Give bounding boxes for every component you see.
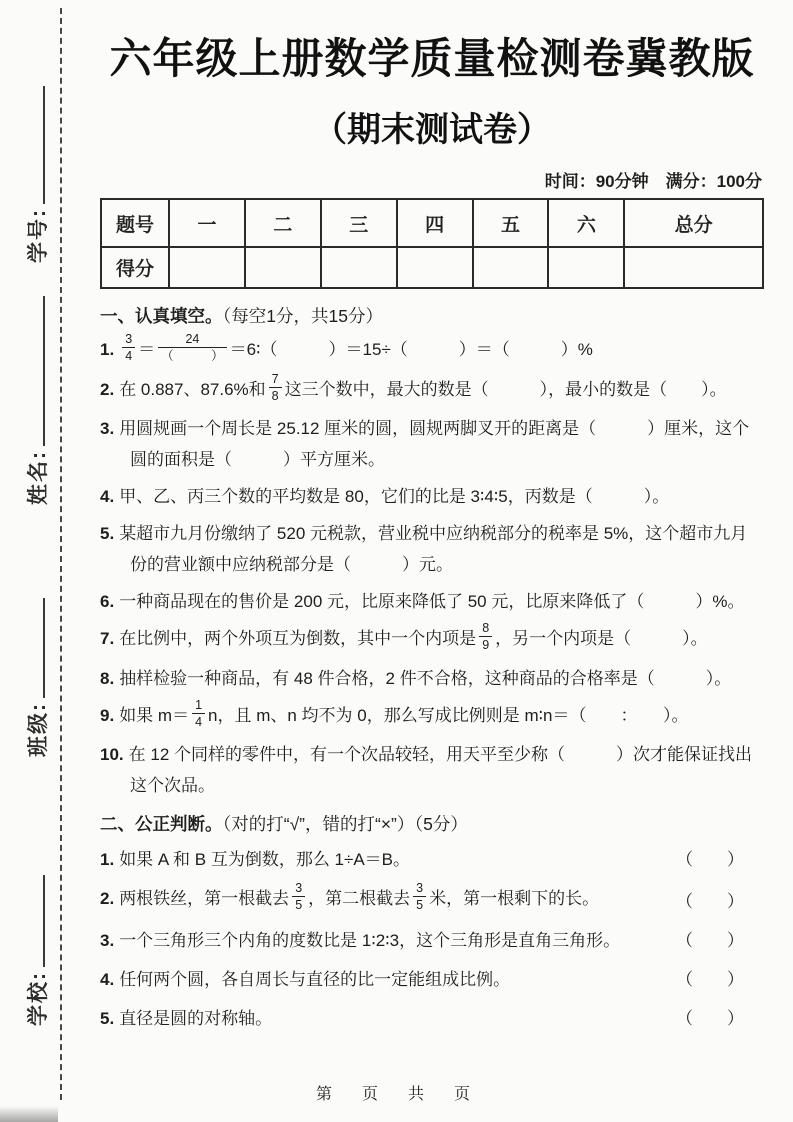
score-table-column-header: 三	[321, 199, 397, 247]
judge-answer-bracket: （ ）	[676, 850, 744, 869]
sidebar-item-label: 学校:	[27, 971, 50, 1026]
question	[100, 697, 764, 734]
fraction	[122, 331, 135, 365]
fraction-denominator: 4	[195, 714, 203, 729]
fraction-denominator: 5	[295, 898, 303, 913]
fraction	[413, 880, 426, 914]
question-number: 6.	[100, 592, 115, 611]
judge-item	[100, 925, 764, 956]
score-table-corner: 题号	[101, 199, 169, 247]
page-title: 六年级上册数学质量检测卷冀教版	[109, 35, 755, 82]
question-number: 3.	[100, 930, 115, 950]
question-number: 10.	[100, 745, 124, 764]
question	[100, 518, 764, 580]
fraction	[292, 880, 305, 914]
fraction	[158, 331, 227, 365]
fraction-denominator: 8	[271, 388, 279, 403]
question-number: 9.	[100, 705, 115, 725]
page-footer: 第 页 共 页	[315, 1086, 477, 1103]
question	[100, 925, 676, 956]
question-number: 5.	[100, 1008, 115, 1028]
fraction-denominator: 5	[416, 898, 424, 913]
score-table-column-header: 五	[473, 199, 549, 247]
question-text: 用圆规画一个周长是 25.12 厘米的圆，圆规两脚叉开的距离是（ ）厘米，这个圆的面积是（ ）平方厘米。	[119, 419, 750, 469]
section-header	[100, 811, 764, 836]
question-number: 5.	[100, 524, 115, 543]
score-table-score-row	[101, 247, 763, 288]
question-text: 如果 m＝ $\frac{1}{4}$ n，且 m、n 均不为 0，那么写成比例则是 m∶n＝（ ： ）。	[119, 697, 689, 729]
question-text: 一种商品现在的售价是 200 元，比原来降低了 50 元，比原来降低了（ ）%。	[119, 592, 745, 611]
exam-info: 时间：90分钟 满分：100分	[544, 172, 762, 191]
score-row-label: 得分	[101, 247, 169, 288]
fraction-denominator: （ ）	[161, 349, 224, 364]
page-subtitle: （期末测试卷）	[313, 111, 551, 149]
fraction	[479, 620, 492, 654]
question-text: 在比例中，两个外项互为倒数，其中一个内项是 $\frac{8}{9}$ ，另一个内项是（ ）。	[119, 621, 708, 653]
sidebar-blank-line	[29, 875, 45, 967]
question-number: 4.	[100, 969, 115, 989]
question-text: 甲、乙、丙三个数的平均数是 80，它们的比是 3∶4∶5，丙数是（ ）。	[119, 487, 670, 506]
question-text: 一个三角形三个内角的度数比是 1∶2∶3，这个三角形是直角三角形。	[119, 930, 621, 950]
score-table-column-header: 总分	[624, 199, 763, 247]
fraction-numerator: 7	[269, 371, 282, 388]
score-cell-empty	[169, 247, 245, 288]
question-number: 2.	[100, 889, 115, 909]
score-cell-empty	[245, 247, 321, 288]
section-title: 二、公正判断。	[100, 814, 223, 834]
fraction-numerator: 3	[292, 880, 305, 897]
judge-item	[100, 883, 764, 917]
score-cell-empty	[624, 247, 763, 288]
score-table	[100, 198, 764, 289]
sections-container	[100, 303, 764, 1034]
section-header	[100, 303, 764, 328]
question	[100, 413, 764, 475]
fraction	[269, 371, 282, 405]
question-text: $\frac{3}{4}$ ＝ $\frac{24}{( )}$ ＝6∶（ ）＝15÷（ ）＝（ ）%	[119, 340, 593, 359]
sidebar-item	[22, 296, 52, 505]
question-text: 在 0.887、87.6%和 $\frac{7}{8}$ 这三个数中，最大的数是（ ），最小的数是（ ）。	[119, 371, 727, 403]
sidebar-item	[22, 875, 52, 1026]
question	[100, 883, 676, 917]
score-cell-empty	[321, 247, 397, 288]
question	[100, 663, 764, 694]
sidebar-item	[22, 86, 52, 263]
question-number: 1.	[100, 850, 115, 869]
score-cell-empty	[548, 247, 624, 288]
question-text: 两根铁丝，第一根截去 $\frac{3}{5}$ ，第二根截去 $\frac{3}{5}$ 米，第一根剩下的长。	[119, 881, 600, 913]
sidebar-blank-line	[29, 86, 45, 204]
score-table-column-header: 六	[548, 199, 624, 247]
section-title: 一、认真填空。	[100, 306, 223, 326]
score-cell-empty	[473, 247, 549, 288]
page-edge-shadow	[0, 1106, 58, 1122]
judge-item	[100, 844, 764, 875]
judge-item	[100, 1003, 764, 1034]
fraction-numerator: 24	[158, 331, 227, 348]
question	[100, 739, 764, 801]
question	[100, 964, 676, 995]
question-number: 8.	[100, 668, 115, 688]
score-table-header-row	[101, 199, 763, 247]
sidebar-blank-line	[29, 598, 45, 698]
fraction-numerator: 1	[192, 697, 205, 714]
question-text: 直径是圆的对称轴。	[119, 1008, 273, 1028]
question-number: 7.	[100, 629, 115, 649]
sidebar-item-label: 班级:	[27, 702, 50, 757]
question	[100, 623, 764, 657]
score-table-column-header: 四	[397, 199, 473, 247]
fraction-denominator: 4	[125, 349, 133, 364]
judge-item	[100, 964, 764, 995]
fraction	[192, 697, 205, 731]
fraction-numerator: 8	[479, 620, 492, 637]
question-number: 3.	[100, 419, 115, 438]
judge-answer-bracket: （ ）	[676, 969, 744, 989]
question-number: 4.	[100, 487, 115, 506]
fraction-numerator: 3	[122, 331, 135, 348]
judge-answer-bracket: （ ）	[676, 930, 744, 950]
question-number: 1.	[100, 340, 115, 360]
question-text: 抽样检验一种商品，有 48 件合格，2 件不合格，这种商品的合格率是（ ）。	[119, 668, 732, 688]
question	[100, 844, 676, 875]
question-text: 任何两个圆，各自周长与直径的比一定能组成比例。	[119, 969, 511, 989]
question-number: 2.	[100, 379, 115, 399]
sidebar-blank-line	[29, 296, 45, 446]
score-table-column-header: 一	[169, 199, 245, 247]
score-cell-empty	[397, 247, 473, 288]
question	[100, 586, 764, 617]
sidebar-item	[22, 598, 52, 757]
question-text: 在 12 个同样的零件中，有一个次品较轻，用天平至少称（ ）次才能保证找出这个次品。	[128, 745, 752, 795]
question-text: 如果 A 和 B 互为倒数，那么 1÷A＝B。	[119, 850, 411, 869]
question-text: 某超市九月份缴纳了 520 元税款，营业税中应纳税部分的税率是 5%，这个超市九月份的营业额中应纳税部分是（ ）元。	[119, 524, 748, 574]
question	[100, 371, 764, 408]
fraction-numerator: 3	[413, 880, 426, 897]
judge-answer-bracket: （ ）	[676, 1008, 744, 1028]
score-table-column-header: 二	[245, 199, 321, 247]
section-note: （对的打“√”，错的打“×”）（5分）	[222, 814, 468, 834]
section-note: （每空1分，共15分）	[222, 306, 383, 326]
judge-answer-bracket: （ ）	[676, 891, 744, 911]
question	[100, 481, 764, 512]
sidebar-item-label: 姓名:	[27, 450, 50, 505]
seal-dashed-line	[60, 8, 62, 1100]
question	[100, 1003, 676, 1034]
main-content	[100, 0, 764, 1042]
fraction-denominator: 9	[482, 638, 490, 653]
question	[100, 334, 764, 368]
sidebar-item-label: 学号:	[27, 208, 50, 263]
